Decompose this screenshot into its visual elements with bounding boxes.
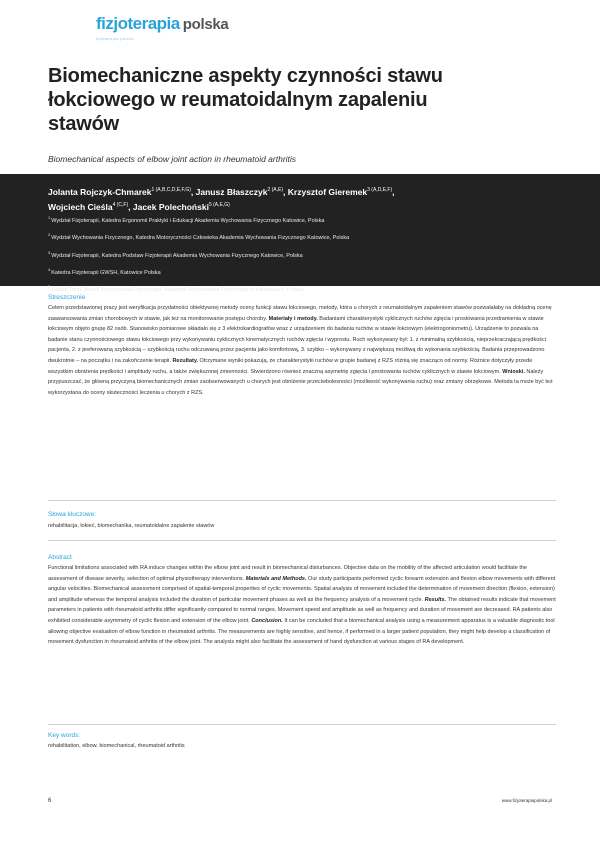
abstract-heading: Abstract (48, 554, 72, 561)
affiliation-text: Katedra Fizjoterapii GWSH, Katowice Polska (51, 269, 161, 276)
affiliation-list (48, 211, 568, 298)
con-text: It can be concluded that a biomechanical analysis using a measurement apparatus is a valuable diagnostic tool allowing objective evaluation of elbow function in rheumatoid arthritis. The measurements are highly sensitive, and hence, if performed in a larger patient population, they might help develop a classification of movement dysfunction in rheumatoid arthritis of the elbow joint. The analysis might also facilitate the assessment of hand dysfunction at various stages of RA development. (48, 617, 555, 646)
abstract-body (48, 563, 556, 648)
author-contrib: 1 (A,B,C,D,E,F,G) (151, 187, 191, 193)
keywords-pl-text: rehabilitacja, łokieć, biomechanika, reumatoidalne zapalenie stawów (48, 523, 215, 529)
mm-text: Our study participants performed cyclic forearm extension and flexion elbow movements with different angular velocities. Biomechanical assessment comprised of spatial-temporal properties of cyclic movements. Spatial analysis of movement included the determination of movement direction (flexion, extension) and amplitude whereas the temporal analysis included the duration of particular movement phases as well as the frequency analysis of a movement cycle. (48, 575, 556, 603)
article-title: Biomechaniczne aspekty czynności stawu łokciowego w reumatoidalnym zapaleniu stawów (48, 65, 443, 135)
author-list: Jolanta Rojczyk-Chmarek$^{1 (A,B,C,D,E,F,G)}$, Janusz Błaszczyk$^{2 (A,E)}$, Krzysztof Gieremek$^{3 (A,D,E,F)}$, Wojciech Cieśla$^{4 (C,F)}$, Jacek Polechoński$^{5 (A,E,G)}$ (48, 186, 395, 212)
author-contrib: 2 (A,E) (267, 187, 284, 193)
affiliation-item (48, 263, 568, 280)
methods-text: Badaniami charakterystyki cyklicznych ruchów zgięcia i prostowania przedramienia w stawie łokciowym objęto grupę 82 osób. Stanowisko pomiarowe składało się z 3 elektrokardiografów wraz z urządzeniem do badania ruchów w stawie łokciowym (elektrogoniometru). Urządzenie to pozwala na badanie stanu czynnościowego stawu łokciowego przy wykonywaniu cyklicznych kinematycznych ruchów zgięcia i wyprostu. Ruch wykonywany był: 1. z minimalną szybkością, nieprzekraczającą prędkości pacjenta, 2. z preferowaną szybkością – szybkością ruchu odczuwaną przez pacjenta jako komfortową, 3. szybko – wykonywany z największą możliwą do wykonania szybkością. Badania przeprowadzono dwukrotnie – na początku i na zakończenie terapii. (48, 315, 546, 364)
affiliation-item (48, 211, 568, 228)
conclusions-text: Należy przypuszczać, że główną przyczyną biomechanicznych zmian zaobserwowanych u chorych jest obniżenie przeciwbolesności (możliwość wykonywania ruchu) oraz zmiany obrzękowe. Metoda ta może być też wykorzystana do oceny skuteczności leczenia u chorych z RZS. (48, 368, 553, 396)
keywords-pl-heading: Słowa kluczowe: (48, 511, 97, 518)
author-contrib: 3 (A,D,E,F) (367, 187, 393, 193)
results-label: Rezultaty. (172, 357, 199, 364)
results-text: Otrzymane wyniki pokazują, że charakterystyki ruchów w grupie badanej z RZS różnią się znacząco od normy. Różnice dotyczyły przede wszystkim obniżenia prędkości i amplitudy ruchu, a także zwiększonej zmienności. Stwierdzono również znaczną asymetrię zgięcia i prostowania ruchów cyklicznych w stawie łokciowym. (48, 357, 533, 375)
page-number: 6 (48, 798, 52, 804)
journal-tagline: fizjoterapia polska (96, 36, 134, 41)
affiliation-text: Wydział Wychowania Fizycznego, Katedra Motoryczności Człowieka Akademia Wychowania Fizycznego Katowice, Polska (51, 235, 350, 242)
journal-logo (96, 14, 229, 50)
affiliation-num: 2 (48, 232, 51, 238)
author-name: Krzysztof Gieremek (287, 186, 368, 197)
authors-panel (0, 174, 600, 294)
affiliation-num: 3 (48, 249, 51, 255)
con-label: Conclusion. (251, 617, 283, 624)
conclusions-label: Wnioski. (502, 368, 525, 375)
streszczenie-body (48, 303, 556, 398)
affiliation-item (48, 246, 568, 263)
keywords-en-text: rehabilitation, elbow, biomechanical, rheumatoid arthritis (48, 743, 185, 749)
divider (48, 724, 556, 725)
affiliation-text: Zakład Teorii Metod Wychowania Fizycznego, Akademii Wychowania Fizycznego w Katowicach, Polska (51, 287, 304, 294)
affiliation-item (48, 280, 568, 297)
affiliation-text: Wydział Fizjoterapii, Katedra Podstaw Fizjoterapii Akademia Wychowania Fizycznego Katowice, Polska (51, 252, 303, 259)
journal-name-main: fizjoterapia (96, 14, 180, 33)
author-name: Janusz Błaszczyk (195, 186, 268, 197)
article-subtitle: Biomechanical aspects of elbow joint action in rheumatoid arthritis (48, 154, 297, 164)
abstract-intro: Functional limitations associated with RA induce changes within the elbow joint and result in biomechanical disturbances. Objective data on the mobility of the affected articulation would facilitate the assessment of disease severity, selection of optimal physiotherapy interventions. (48, 565, 527, 582)
affiliation-item (48, 228, 568, 245)
streszczenie-heading: Streszczenie (48, 294, 86, 301)
affiliation-num: 1 (48, 215, 51, 220)
footer-url[interactable]: www.fizjoterapiapolska.pl (501, 798, 552, 803)
affiliation-num: 5 (48, 284, 51, 290)
divider (48, 540, 556, 541)
affiliation-text: Wydział Fizjoterapii, Katedra Ergonomii Praktyki i Edukacji Akademia Wychowania Fizycznego Katowice, Polska (51, 217, 325, 224)
author-name: Jolanta Rojczyk-Chmarek (48, 186, 152, 197)
divider (48, 500, 556, 501)
res-text: The obtained results indicate that movement parameters in patients with rheumatoid arthritis differ significantly compared to normal ranges. Movement speed and amplitude as well as frequency and duration of movement are decreased. RA patients also exhibited considerable asymmetry of cyclic flexion and extension of the elbow joint. (48, 596, 556, 624)
methods-label: Materiały i metody. (268, 315, 318, 322)
author-contrib: 5 (A,E,G) (208, 201, 230, 208)
mm-label: Materials and Methods. (245, 575, 307, 582)
keywords-en-heading: Key words: (48, 732, 81, 739)
journal-name-second: polska (182, 16, 229, 33)
author-contrib: 4 (C,F) (112, 201, 129, 208)
streszczenie-intro: Celem przedstawionej pracy jest weryfikacja przydatności obiektywnej metody oceny funkcji stawu łokciowego, metody, która u chorych z reumatoidalnym zapaleniem stawów pozwalałaby na dokładną ocenę zaawansowania zmian chorobowych w stawie, jak też na monitorowanie postępu choroby. (48, 305, 552, 322)
author-name: Jacek Polechoński (132, 201, 209, 212)
affiliation-num: 4 (48, 266, 51, 272)
res-label: Results. (424, 596, 447, 603)
author-name: Wojciech Cieśla (48, 201, 113, 212)
